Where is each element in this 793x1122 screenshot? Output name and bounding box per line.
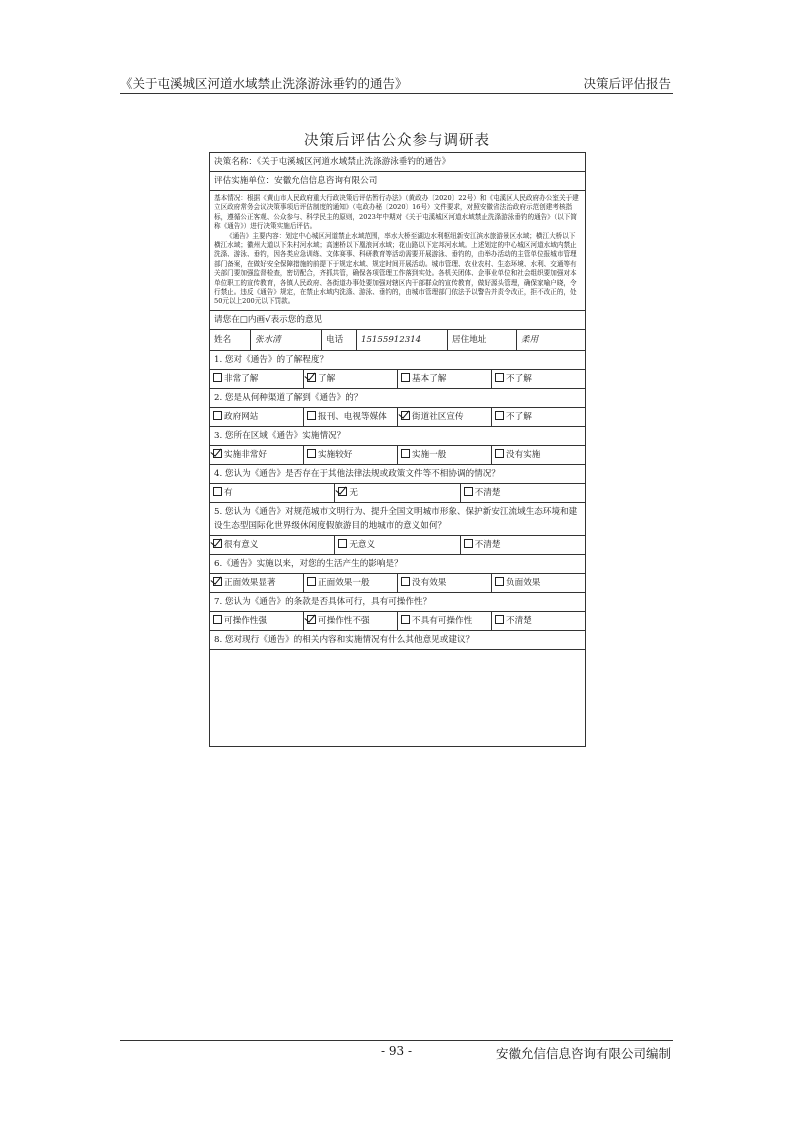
decision-name-row: 决策名称：《关于屯溪城区河道水域禁止洗涤游泳垂钓的通告》 (210, 153, 585, 172)
option-checkbox[interactable] (304, 612, 398, 630)
question-6: 6.《通告》实施以来，对您的生活产生的影响是？ (210, 555, 585, 574)
option-label: 不了解 (506, 373, 532, 384)
option-label: 基本了解 (412, 373, 447, 384)
address-value: 柔用 (521, 334, 539, 345)
option-checkbox[interactable] (335, 484, 460, 502)
form-title: 决策后评估公众参与调研表 (304, 133, 490, 149)
question-5-options (210, 536, 585, 555)
option-checkbox[interactable] (210, 446, 304, 464)
instruction-row: 请您在□内画√表示您的意见 (210, 311, 585, 330)
checkbox-icon[interactable] (495, 577, 504, 586)
option-checkbox[interactable] (398, 574, 492, 592)
option-checkbox[interactable] (398, 446, 492, 464)
option-label: 正面效果显著 (224, 577, 276, 588)
option-checkbox[interactable] (210, 408, 304, 426)
question-4: 4. 您认为《通告》是否存在于其他法律法规或政策文件等不相协调的情况？ (210, 465, 585, 484)
header-report-title: 决策后评估报告 (583, 76, 671, 91)
phone-label: 电话 (322, 330, 357, 350)
option-label: 了解 (318, 373, 336, 384)
option-label: 可操作性强 (224, 615, 267, 626)
option-checkbox[interactable] (398, 408, 492, 426)
question-7-options (210, 612, 585, 631)
header-doc-title: 《关于屯溪城区河道水域禁止洗涤游泳垂钓的通告》 (120, 76, 408, 91)
unit-row: 评估实施单位：安徽允信信息咨询有限公司 (210, 172, 585, 191)
option-checkbox[interactable] (304, 408, 398, 426)
scanned-survey-form (207, 130, 587, 780)
question-6-options (210, 574, 585, 593)
checkbox-icon[interactable] (495, 411, 504, 420)
footer-company: 安徽允信信息咨询有限公司编制 (495, 1046, 671, 1061)
question-8: 8. 您对现行《通告》的相关内容和实施情况有什么其他意见或建议？ (210, 631, 585, 650)
option-checkbox[interactable] (304, 446, 398, 464)
checkbox-icon[interactable] (464, 539, 473, 548)
address-label: 居住地址 (448, 330, 517, 350)
checkbox-icon[interactable] (401, 615, 410, 624)
question-3-options (210, 446, 585, 465)
checkbox-icon[interactable] (401, 411, 410, 420)
checkbox-icon[interactable] (213, 615, 222, 624)
questions-section (210, 351, 585, 631)
question-7: 7. 您认为《通告》的条款是否具体可行，具有可操作性？ (210, 593, 585, 612)
checkbox-icon[interactable] (213, 449, 222, 458)
checkbox-icon[interactable] (307, 577, 316, 586)
option-label: 无意义 (349, 539, 376, 550)
suggestion-blank-area (210, 650, 585, 746)
checkbox-icon[interactable] (307, 373, 316, 382)
option-checkbox[interactable] (492, 408, 585, 426)
option-label: 政府网站 (224, 411, 259, 422)
name-label: 姓名 (210, 330, 251, 350)
option-checkbox[interactable] (210, 484, 335, 502)
option-label: 有 (224, 487, 233, 498)
question-2-options (210, 408, 585, 427)
respondent-info-row (210, 330, 585, 351)
option-label: 负面效果 (506, 577, 541, 588)
option-label: 非常了解 (224, 373, 259, 384)
option-checkbox[interactable] (210, 370, 304, 388)
option-checkbox[interactable] (492, 446, 585, 464)
option-label: 不清楚 (506, 615, 532, 626)
basic-info-paragraph: 基本情况：根据《黄山市人民政府重大行政决策后评估暂行办法》（黄政办〔2020〕22号）和《屯溪区人民政府办公室关于建立区政府常务会议决策事项后评估制度的通知》（屯政办秘〔2020〕16号）文件要求，对照安徽省法治政府示范创建考核指标，遵循公正客观、公众参与、科学民主的原则，2023年中期对《关于屯溪城区河道水域禁止洗涤游泳垂钓的通告》（以下简称《通告》）进行决策实施后评估。 (214, 194, 579, 231)
footer-divider (120, 1040, 673, 1041)
option-label: 没有实施 (506, 449, 541, 460)
option-label: 实施较好 (318, 449, 353, 460)
option-checkbox[interactable] (492, 370, 585, 388)
option-checkbox[interactable] (461, 484, 585, 502)
option-label: 不清楚 (474, 539, 501, 550)
option-checkbox[interactable] (492, 574, 585, 592)
option-label: 街道社区宣传 (412, 411, 464, 422)
question-3: 3. 您所在区域《通告》实施情况？ (210, 427, 585, 446)
option-label: 很有意义 (224, 539, 259, 550)
checkbox-icon[interactable] (338, 487, 347, 496)
main-content-paragraph: 《通告》主要内容：划定中心城区河道禁止水域范围，率水大桥至湖边水利枢纽新安江滨水旅游景区水域；横江大桥以下横江水域；徽州大道以下朱村河水域；高速桥以下凰浪河水域；花山路以下定邦河水域。上述划定的中心城区河道水域内禁止洗涤、游泳、垂钓，因各类应急训练、文体赛事、科研教育等活动需要开展游泳、垂钓的，由举办活动的主管单位报城市管理部门备案，在做好安全保障措施的前提下于规定水域、规定时间开展活动。城市管理、农业农村、生态环境、水利、交通等有关部门要加强监督检查，密切配合，齐抓共管，确保各项管理工作落到实处。各机关团体、企事业单位和社会组织要加强对本单位职工的宣传教育，各镇人民政府、各街道办事处要加强对辖区内干部群众的宣传教育，做好源头管理，确保家喻户晓，令行禁止。违反《通告》规定，在禁止水域内洗涤、游泳、垂钓的，由城市管理部门依法予以警告并责令改正，拒不改正的，处50元以上200元以下罚款。 (214, 231, 577, 306)
survey-table (209, 152, 586, 747)
option-checkbox[interactable] (492, 612, 585, 630)
checkbox-icon[interactable] (401, 577, 410, 586)
checkbox-icon[interactable] (495, 449, 504, 458)
checkbox-icon[interactable] (307, 411, 316, 420)
checkbox-icon[interactable] (213, 539, 222, 548)
option-checkbox[interactable] (398, 370, 492, 388)
option-checkbox[interactable] (335, 536, 460, 554)
option-label: 可操作性不强 (318, 615, 370, 626)
checkbox-icon[interactable] (401, 449, 410, 458)
option-label: 报刊、电视等媒体 (318, 411, 387, 422)
option-checkbox[interactable] (398, 612, 492, 630)
option-label: 无 (349, 487, 358, 498)
checkbox-icon[interactable] (401, 373, 410, 382)
page-number: - 93 - (380, 1044, 412, 1058)
checkbox-icon[interactable] (495, 373, 504, 382)
option-label: 没有效果 (412, 577, 447, 588)
option-label: 实施非常好 (224, 449, 267, 460)
question-4-options (210, 484, 585, 503)
name-value: 张水清 (251, 330, 322, 350)
option-checkbox[interactable] (210, 574, 304, 592)
basic-info-row (210, 191, 585, 311)
checkbox-icon[interactable] (213, 577, 222, 586)
header-divider (120, 93, 673, 94)
question-1-options (210, 370, 585, 389)
checkbox-icon[interactable] (307, 449, 316, 458)
question-1: 1. 您对《通告》的了解程度？ (210, 351, 585, 370)
checkbox-icon[interactable] (213, 373, 222, 382)
option-label: 不具有可操作性 (412, 615, 473, 626)
question-5: 5. 您认为《通告》对规范城市文明行为、提升全国文明城市形象、保护新安江流域生态环境和建设生态型国际化世界级休闲度假旅游目的地城市的意义如何？ (210, 503, 585, 536)
checkbox-icon[interactable] (464, 487, 473, 496)
option-checkbox[interactable] (210, 536, 335, 554)
checkbox-icon[interactable] (307, 615, 316, 624)
option-checkbox[interactable] (461, 536, 585, 554)
checkbox-icon[interactable] (338, 539, 347, 548)
option-label: 正面效果一般 (318, 577, 370, 588)
option-checkbox[interactable] (304, 370, 398, 388)
option-checkbox[interactable] (304, 574, 398, 592)
option-checkbox[interactable] (210, 612, 304, 630)
option-label: 实施一般 (412, 449, 447, 460)
option-label: 不清楚 (474, 487, 501, 498)
checkbox-icon[interactable] (213, 411, 222, 420)
checkbox-icon[interactable] (213, 487, 222, 496)
checkbox-icon[interactable] (495, 615, 504, 624)
question-2: 2. 您是从何种渠道了解到《通告》的？ (210, 389, 585, 408)
phone-value: 15155912314 (357, 330, 448, 350)
option-label: 不了解 (506, 411, 532, 422)
